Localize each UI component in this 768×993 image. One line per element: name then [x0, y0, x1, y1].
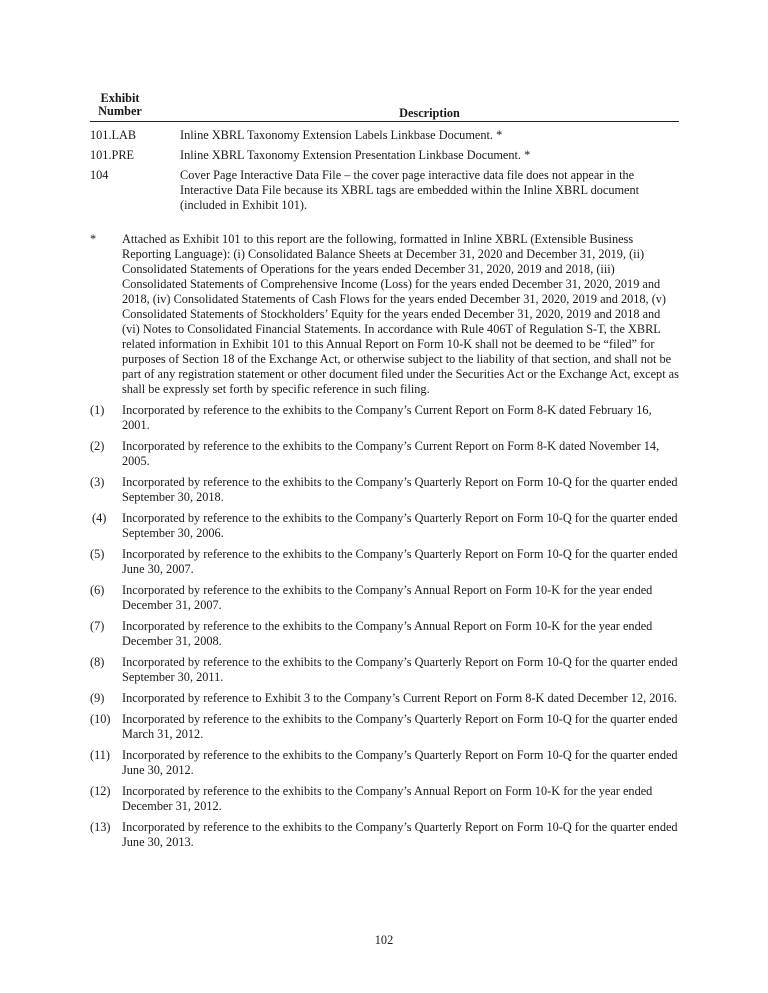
exhibit-row	[90, 128, 679, 143]
exhibit-number-header-line1: Exhibit	[100, 91, 140, 105]
footnote	[90, 511, 680, 541]
footnote-mark: (5)	[90, 547, 105, 561]
exhibit-description: Cover Page Interactive Data File – the cover page interactive data file does not appear in the Interactive Data File because its XBRL tags are embedded within the Inline XBRL document (included in Exhibit 101).	[180, 168, 640, 212]
footnote	[90, 439, 680, 469]
footnote	[90, 784, 680, 814]
footnote-mark: (6)	[90, 583, 105, 597]
exhibit-number: 104	[90, 168, 109, 182]
footnote-mark: (3)	[90, 475, 105, 489]
exhibit-number: 101.PRE	[90, 148, 135, 162]
footnote	[90, 748, 680, 778]
description-header: Description	[399, 106, 460, 120]
exhibit-row	[90, 148, 679, 163]
page-number: 102	[374, 933, 394, 947]
exhibit-description: Inline XBRL Taxonomy Extension Labels Linkbase Document. *	[180, 128, 503, 142]
exhibit-table	[90, 92, 679, 213]
footnote	[90, 475, 680, 505]
footnote-mark: (2)	[90, 439, 105, 453]
footnote-mark: (13)	[90, 820, 111, 834]
footnote-text: Incorporated by reference to the exhibits to the Company’s Quarterly Report on Form 10-Q for the quarter ended September 30, 2011.	[122, 655, 678, 684]
footnote	[90, 583, 680, 613]
footnote-text: Incorporated by reference to the exhibits to the Company’s Current Report on Form 8-K dated November 14, 2005.	[122, 439, 660, 468]
footnote-text: Incorporated by reference to the exhibits to the Company’s Annual Report on Form 10-K for the year ended December 31, 2012.	[122, 784, 653, 813]
exhibit-number: 101.LAB	[90, 128, 137, 142]
footnote-mark: (1)	[90, 403, 105, 417]
exhibit-description: Inline XBRL Taxonomy Extension Presentation Linkbase Document. *	[180, 148, 531, 162]
footnote-text: Incorporated by reference to the exhibits to the Company’s Quarterly Report on Form 10-Q for the quarter ended June 30, 2012.	[122, 748, 678, 777]
footnote-text: Incorporated by reference to the exhibits to the Company’s Quarterly Report on Form 10-Q for the quarter ended June 30, 2007.	[122, 547, 678, 576]
footnotes	[90, 232, 680, 856]
footnote-mark: (7)	[90, 619, 105, 633]
footnote	[90, 691, 680, 706]
footnote	[90, 547, 680, 577]
footnote-text: Incorporated by reference to the exhibits to the Company’s Quarterly Report on Form 10-Q for the quarter ended September 30, 2006.	[122, 511, 678, 540]
footnote-text: Incorporated by reference to the exhibits to the Company’s Annual Report on Form 10-K for the year ended December 31, 2007.	[122, 583, 653, 612]
footnote-text: Attached as Exhibit 101 to this report are the following, formatted in Inline XBRL (Extensible Business Reporting Language): (i) Consolidated Balance Sheets at December 31, 2020 and December 31, 2019, (ii) Consolidated Statements of Operations for the years ended December 31, 2020, 2019 and 2018, (iii) Consolidated Statements of Comprehensive Income (Loss) for the years ended December 31, 2020, 2019 and 2018, (iv) Consolidated Statements of Cash Flows for the years ended December 31, 2020, 2019 and 2018, (v) Consolidated Statements of Stockholders’ Equity for the years ended December 31, 2020, 2019 and 2018 and (vi) Notes to Consolidated Financial Statements. In accordance with Rule 406T of Regulation S-T, the XBRL related information in Exhibit 101 to this Annual Report on Form 10-K shall not be deemed to be “filed” for purposes of Section 18 of the Exchange Act, or otherwise subject to the liability of that section, and shall not be part of any registration statement or other document filed under the Securities Act or the Exchange Act, except as shall be expressly set forth by specific reference in such filing.	[122, 232, 679, 396]
footnote	[90, 820, 680, 850]
exhibit-number-header	[90, 92, 150, 118]
footnote-mark: (8)	[90, 655, 105, 669]
footnote-mark: (12)	[90, 784, 111, 798]
footnote-text: Incorporated by reference to Exhibit 3 to the Company’s Current Report on Form 8-K dated December 12, 2016.	[122, 691, 677, 705]
footnote-text: Incorporated by reference to the exhibits to the Company’s Quarterly Report on Form 10-Q for the quarter ended September 30, 2018.	[122, 475, 678, 504]
footnote-mark: (9)	[90, 691, 105, 705]
footnote-mark: (11)	[90, 748, 111, 762]
footnote-text: Incorporated by reference to the exhibits to the Company’s Quarterly Report on Form 10-Q for the quarter ended June 30, 2013.	[122, 820, 678, 849]
footnote	[90, 619, 680, 649]
footnote	[90, 655, 680, 685]
footnote	[90, 232, 680, 397]
footnote-text: Incorporated by reference to the exhibits to the Company’s Annual Report on Form 10-K for the year ended December 31, 2008.	[122, 619, 653, 648]
footnote	[90, 403, 680, 433]
footnote	[90, 712, 680, 742]
footnote-mark: (10)	[90, 712, 111, 726]
footnote-mark: (4)	[92, 511, 107, 525]
exhibit-table-header	[90, 92, 679, 122]
exhibit-row	[90, 168, 679, 213]
footnote-mark: *	[90, 232, 97, 246]
footnote-text: Incorporated by reference to the exhibits to the Company’s Quarterly Report on Form 10-Q for the quarter ended March 31, 2012.	[122, 712, 678, 741]
footnote-text: Incorporated by reference to the exhibits to the Company’s Current Report on Form 8-K dated February 16, 2001.	[122, 403, 652, 432]
exhibit-number-header-line2: Number	[98, 104, 142, 118]
